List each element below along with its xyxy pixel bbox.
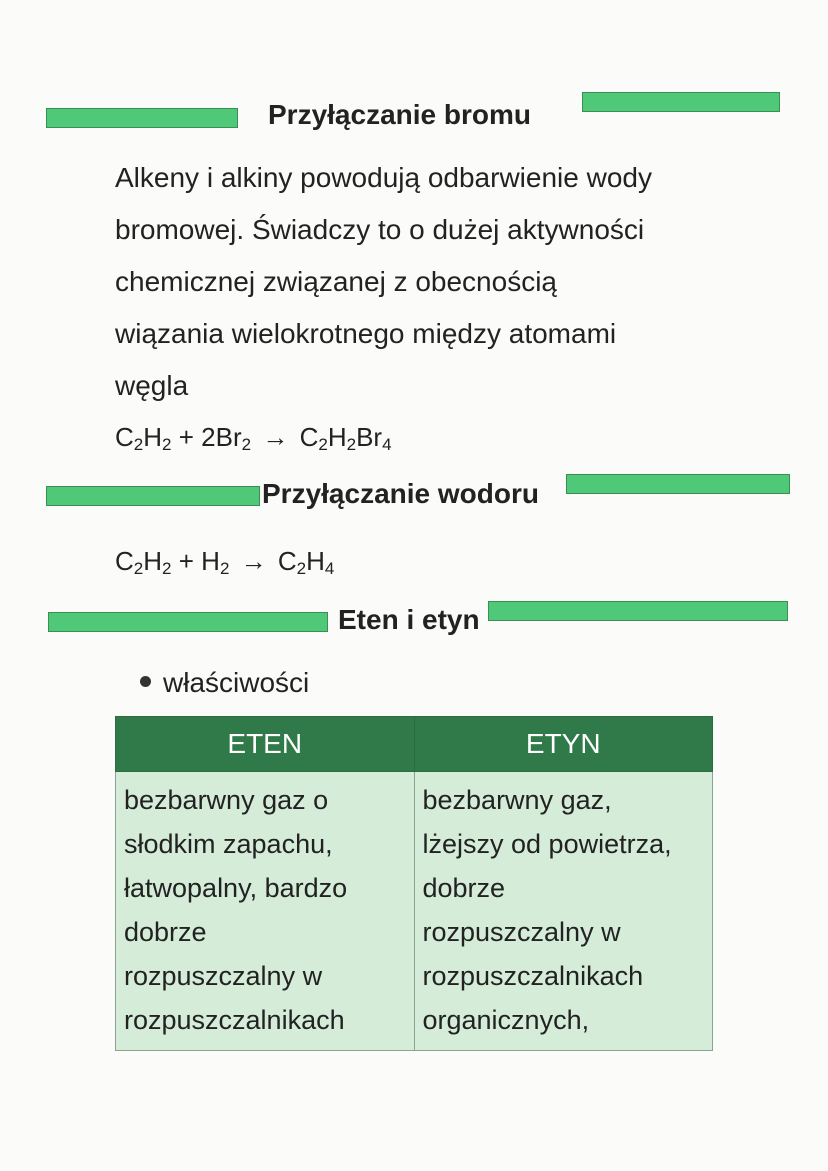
heading-bar-left bbox=[46, 486, 260, 506]
heading-bar-right bbox=[488, 601, 788, 621]
paragraph-line: bromowej. Świadczy to o dużej aktywności bbox=[115, 214, 645, 245]
heading-bar-left bbox=[48, 612, 328, 632]
table-cell-eten: bezbarwny gaz o słodkim zapachu, łatwopalny, bardzo dobrze rozpuszczalny w rozpuszczalnikach bbox=[116, 772, 415, 1051]
paragraph-line: wiązania wielokrotnego między atomami bbox=[115, 318, 617, 349]
reaction-arrow-icon: → bbox=[262, 422, 289, 452]
reaction-arrow-icon: → bbox=[240, 546, 267, 576]
heading-bar-left bbox=[46, 108, 238, 128]
table-cell-etyn: bezbarwny gaz, lżejszy od powietrza, dobrze rozpuszczalny w rozpuszczalnikach organicznych, bbox=[414, 772, 713, 1051]
section-heading-bromine: Przyłączanie bromu bbox=[268, 99, 531, 130]
table-header-row bbox=[116, 717, 713, 772]
table-row bbox=[116, 772, 713, 1051]
heading-bar-right bbox=[582, 92, 780, 112]
properties-table bbox=[115, 716, 713, 1051]
table-header-etyn: ETYN bbox=[414, 717, 713, 772]
heading-bar-right bbox=[566, 474, 790, 494]
paragraph-line: chemicznej związanej z obecnością bbox=[115, 266, 557, 297]
bullet-label: właściwości bbox=[163, 667, 310, 698]
properties-bullet bbox=[140, 667, 309, 699]
section-heading-ethene-ethyne: Eten i etyn bbox=[338, 604, 480, 635]
paragraph-line: węgla bbox=[115, 370, 189, 401]
bromine-equation: $C_2H_2 + 2Br_2 \to C_2H_2Br_4$ bbox=[115, 422, 392, 454]
section-heading-hydrogen: Przyłączanie wodoru bbox=[262, 478, 539, 509]
paragraph-line: Alkeny i alkiny powodują odbarwienie wody bbox=[115, 162, 652, 193]
hydrogen-equation: $C_2H_2 + H_2 \to C_2H_4$ bbox=[115, 546, 335, 578]
bullet-dot-icon bbox=[140, 676, 151, 687]
table-header-eten: ETEN bbox=[116, 717, 415, 772]
bromine-paragraph bbox=[115, 152, 715, 412]
